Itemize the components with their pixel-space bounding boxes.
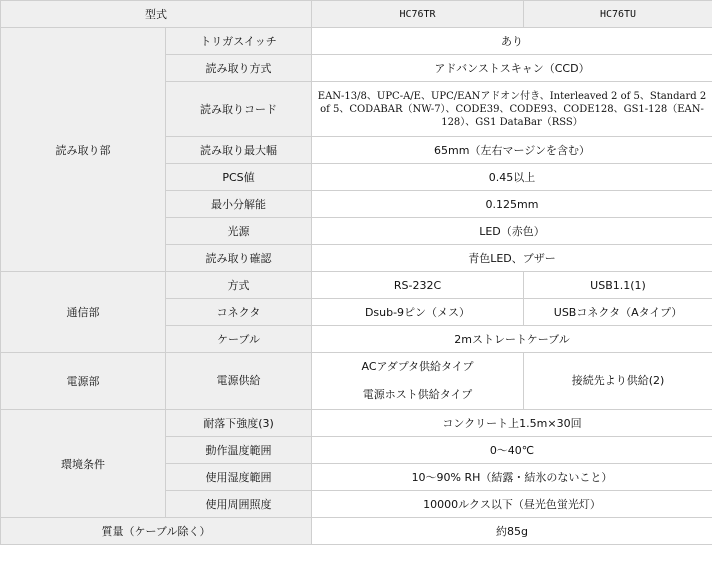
table-row [1,518,712,545]
row-label-resolution: 最小分解能 [166,191,312,218]
power-tr-line-1: ACアダプタ供給タイプ [361,360,474,373]
row-value-trigger: あり [312,28,712,55]
row-value-connector-tr: Dsub-9ピン（メス） [312,299,524,326]
row-label-read-codes: 読み取りコード [166,82,312,137]
row-label-temp-range: 動作温度範囲 [166,437,312,464]
group-comm: 通信部 [1,272,166,353]
row-value-method-tr: RS-232C [312,272,524,299]
row-label-read-confirm: 読み取り確認 [166,245,312,272]
model-hc76tu: HC76TU [524,1,712,28]
row-value-power-tu: 接続先より供給(2) [524,353,712,410]
row-value-read-codes: EAN-13/8、UPC-A/E、UPC/EANアドオン付き、Interleaved 2 of 5、Standard 2 of 5、CODABAR（NW-7）、CODE39、CODE93、CODE128、GS1-128（EAN-128）、GS1 DataBar（RSS） [312,82,712,137]
model-hc76tr: HC76TR [312,1,524,28]
row-label-read-method: 読み取り方式 [166,55,312,82]
group-environment: 環境条件 [1,410,166,518]
row-value-method-tu: USB1.1(1) [524,272,712,299]
row-label-max-width: 読み取り最大幅 [166,137,312,164]
row-value-max-width: 65mm（左右マージンを含む） [312,137,712,164]
row-value-pcs: 0.45以上 [312,164,712,191]
row-value-illuminance: 10000ルクス以下（昼光色蛍光灯） [312,491,712,518]
header-row [1,1,712,28]
row-label-humidity: 使用湿度範囲 [166,464,312,491]
row-label-method: 方式 [166,272,312,299]
table-row [1,272,712,299]
power-tr-line-2: 電源ホスト供給タイプ [362,388,473,401]
row-label-illuminance: 使用周囲照度 [166,491,312,518]
row-value-light-source: LED（赤色） [312,218,712,245]
row-value-power-tr [312,353,524,410]
table-row [1,353,712,410]
row-label-cable: ケーブル [166,326,312,353]
row-value-resolution: 0.125mm [312,191,712,218]
row-label-power-supply: 電源供給 [166,353,312,410]
row-value-humidity: 10～90% RH（結露・結氷のないこと） [312,464,712,491]
group-power: 電源部 [1,353,166,410]
table-row [1,410,712,437]
weight-label: 質量（ケーブル除く） [1,518,312,545]
row-value-temp-range: 0～40℃ [312,437,712,464]
group-reader: 読み取り部 [1,28,166,272]
row-label-trigger: トリガスイッチ [166,28,312,55]
row-value-cable: 2mストレートケーブル [312,326,712,353]
table-row [1,28,712,55]
row-label-pcs: PCS値 [166,164,312,191]
row-value-read-method: アドバンストスキャン（CCD） [312,55,712,82]
row-value-drop-strength: コンクリート上1.5m×30回 [312,410,712,437]
row-label-connector: コネクタ [166,299,312,326]
row-value-connector-tu: USBコネクタ（Aタイプ） [524,299,712,326]
model-label: 型式 [1,1,312,28]
row-label-drop-strength: 耐落下強度(3) [166,410,312,437]
row-value-read-confirm: 青色LED、ブザー [312,245,712,272]
weight-value: 約85g [312,518,712,545]
row-label-light-source: 光源 [166,218,312,245]
